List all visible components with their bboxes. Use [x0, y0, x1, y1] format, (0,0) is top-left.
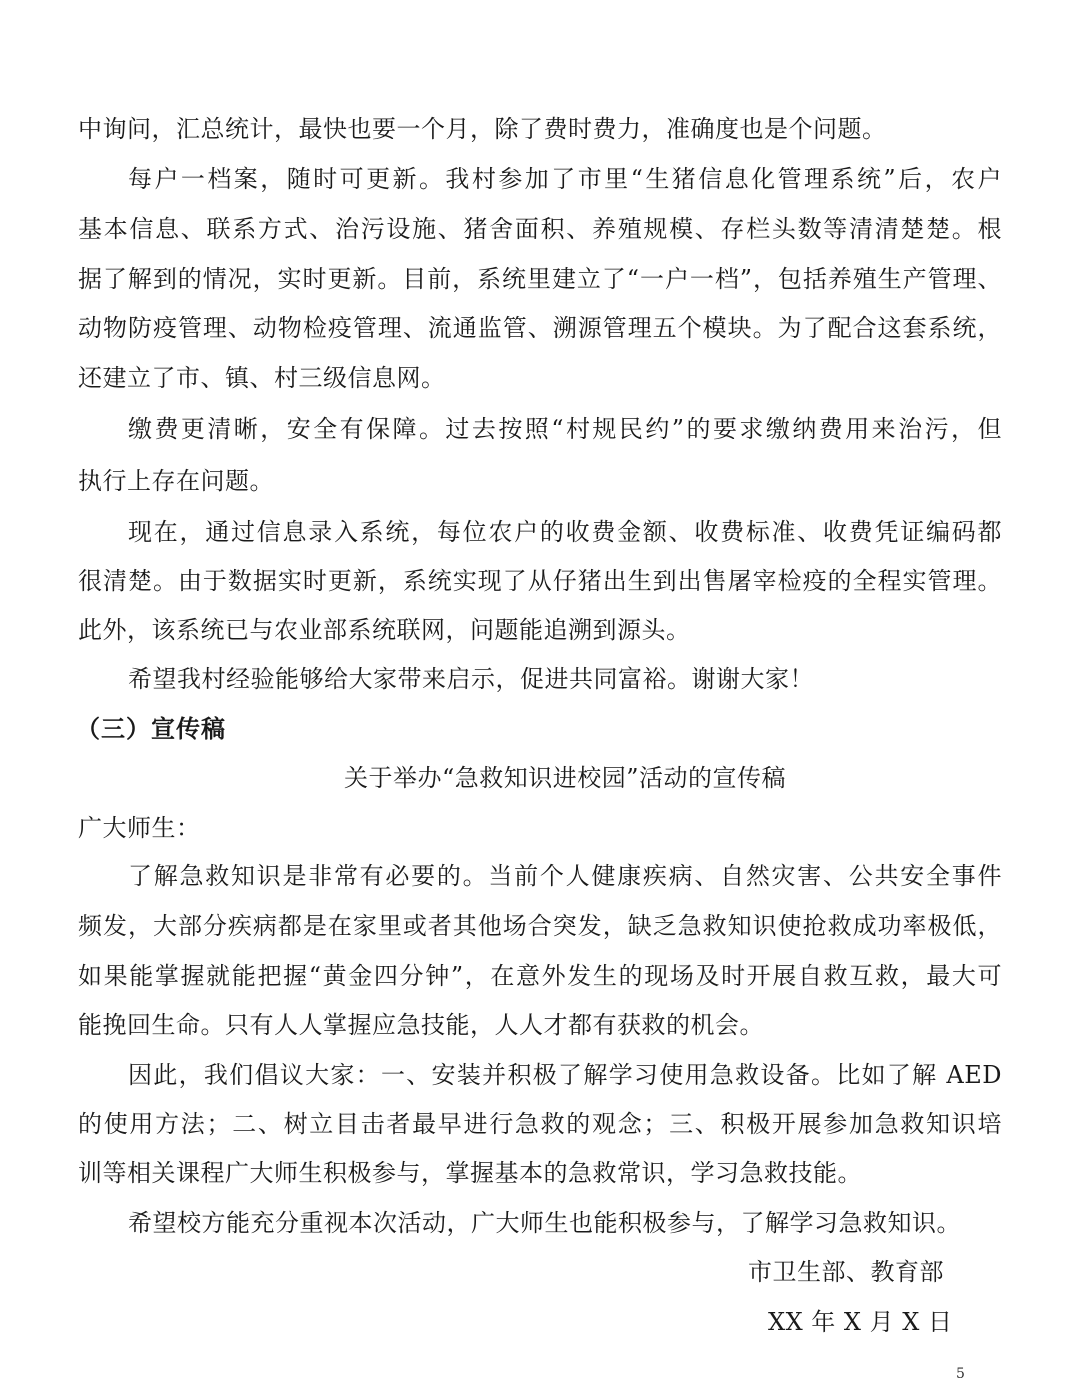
- paragraph-line: 缴费更清晰，安全有保障。过去按照“村规民约”的要求缴纳费用来治污，但: [128, 415, 1002, 443]
- paragraph-line: 的使用方法；二、树立目击者最早进行急救的观念；三、积极开展参加急救知识培: [78, 1110, 1002, 1138]
- page-number: 5: [956, 1366, 965, 1382]
- paragraph-line: 中询问，汇总统计，最快也要一个月，除了费时费力，准确度也是个问题。: [78, 115, 887, 143]
- paragraph-line: 了解急救知识是非常有必要的。当前个人健康疾病、自然灾害、公共安全事件: [128, 862, 1002, 890]
- section-heading: （三）宣传稿: [76, 715, 226, 743]
- paragraph-line: 每户一档案，随时可更新。我村参加了市里“生猪信息化管理系统”后，农户: [128, 165, 1002, 193]
- paragraph-line: 因此，我们倡议大家：一、安装并积极了解学习使用急救设备。比如了解 AED: [128, 1061, 1002, 1089]
- paragraph-line: 如果能掌握就能把握“黄金四分钟”，在意外发生的现场及时开展自救互救，最大可: [78, 962, 1002, 990]
- paragraph-line: 此外，该系统已与农业部系统联网，问题能追溯到源头。: [78, 616, 691, 644]
- paragraph-line: 据了解到的情况，实时更新。目前，系统里建立了“一户一档”，包括养殖生产管理、: [78, 265, 1002, 293]
- paragraph-line: 动物防疫管理、动物检疫管理、流通监管、溯源管理五个模块。为了配合这套系统，: [78, 314, 1002, 342]
- paragraph-line: 现在，通过信息录入系统，每位农户的收费金额、收费标准、收费凭证编码都: [128, 518, 1002, 546]
- paragraph-line: 训等相关课程广大师生积极参与，掌握基本的急救常识，学习急救技能。: [78, 1159, 862, 1187]
- date: XX 年 X 月 X 日: [768, 1308, 953, 1336]
- paragraph-line: 能挽回生命。只有人人掌握应急技能，人人才都有获救的机会。: [78, 1011, 764, 1039]
- paragraph-line: 希望校方能充分重视本次活动，广大师生也能积极参与，了解学习急救知识。: [128, 1209, 961, 1237]
- salutation: 广大师生：: [78, 814, 201, 842]
- paragraph-line: 基本信息、联系方式、治污设施、猪舍面积、养殖规模、存栏头数等清清楚楚。根: [78, 215, 1002, 243]
- signature: 市卫生部、教育部: [748, 1258, 944, 1286]
- paragraph-line: 希望我村经验能够给大家带来启示，促进共同富裕。谢谢大家！: [128, 665, 814, 693]
- paragraph-line: 还建立了市、镇、村三级信息网。: [78, 364, 446, 392]
- paragraph-line: 执行上存在问题。: [78, 467, 274, 495]
- paragraph-line: 频发，大部分疾病都是在家里或者其他场合突发，缺乏急救知识使抢救成功率极低，: [78, 912, 1002, 940]
- article-title: 关于举办“急救知识进校园”活动的宣传稿: [343, 764, 787, 792]
- paragraph-line: 很清楚。由于数据实时更新，系统实现了从仔猪出生到出售屠宰检疫的全程实管理。: [78, 567, 1002, 595]
